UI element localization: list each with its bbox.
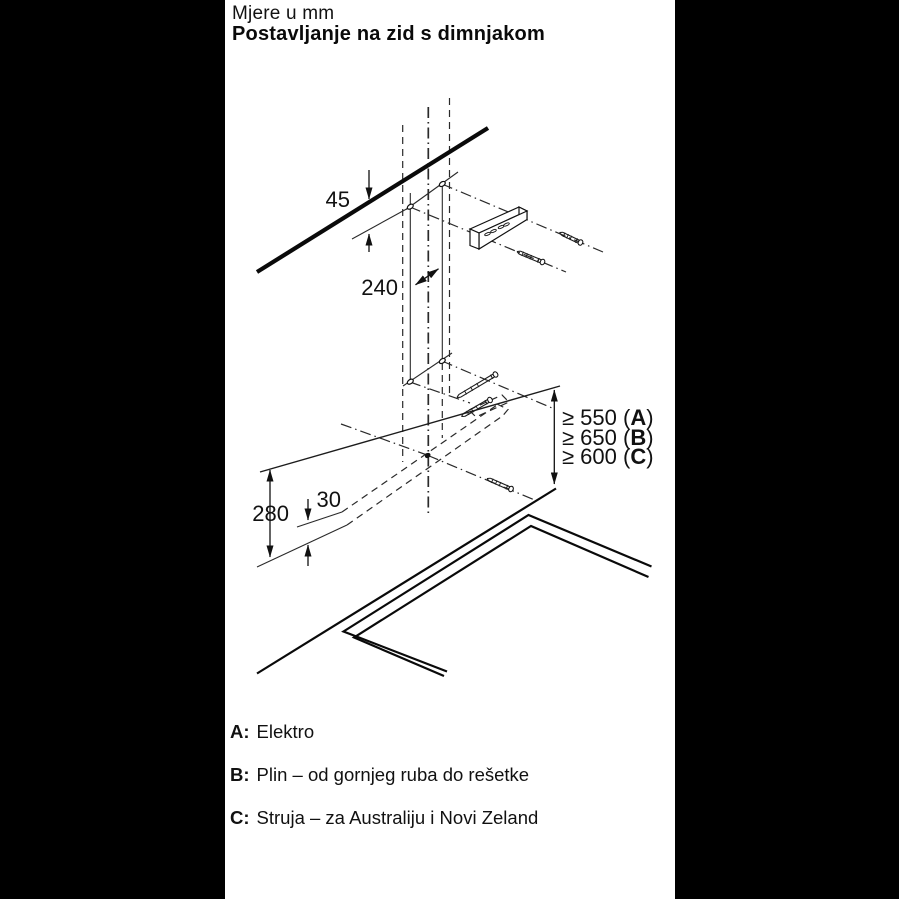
legend-text-c: Struja – za Australiju i Novi Zeland [256, 807, 539, 828]
screw-head [492, 371, 499, 378]
legend-text-a: Elektro [256, 721, 315, 742]
dim-280-label: 280 [252, 501, 289, 526]
screw-head [487, 396, 494, 403]
clearance-a: ≥ 550 (A) [562, 405, 654, 430]
page-title: Postavljanje na zid s dimnjakom [232, 23, 545, 45]
clearance-c: ≥ 600 (C) [562, 444, 654, 469]
dim-240 [361, 269, 438, 300]
legend-key-a: A: [230, 721, 250, 742]
dim-45-label: 45 [325, 187, 350, 212]
dim-280 [252, 470, 289, 557]
hood-outline [257, 386, 560, 567]
legend-text-b: Plin – od gornjeg ruba do rešetke [256, 764, 530, 785]
units-note: Mjere u mm [232, 3, 335, 24]
dim-clearance [554, 390, 653, 484]
clearance-b: ≥ 650 (B) [562, 425, 654, 450]
dim-30-label: 30 [316, 487, 341, 512]
ceiling-line [257, 128, 488, 272]
dim-240-label: 240 [361, 275, 398, 300]
legend-key-b: B: [230, 764, 250, 785]
dim-30 [308, 487, 341, 566]
dim-45 [326, 170, 369, 252]
mounting-bracket [470, 207, 527, 249]
wall-holes [406, 180, 446, 459]
legend-key-c: C: [230, 807, 250, 828]
cooktop-outline [257, 489, 652, 677]
